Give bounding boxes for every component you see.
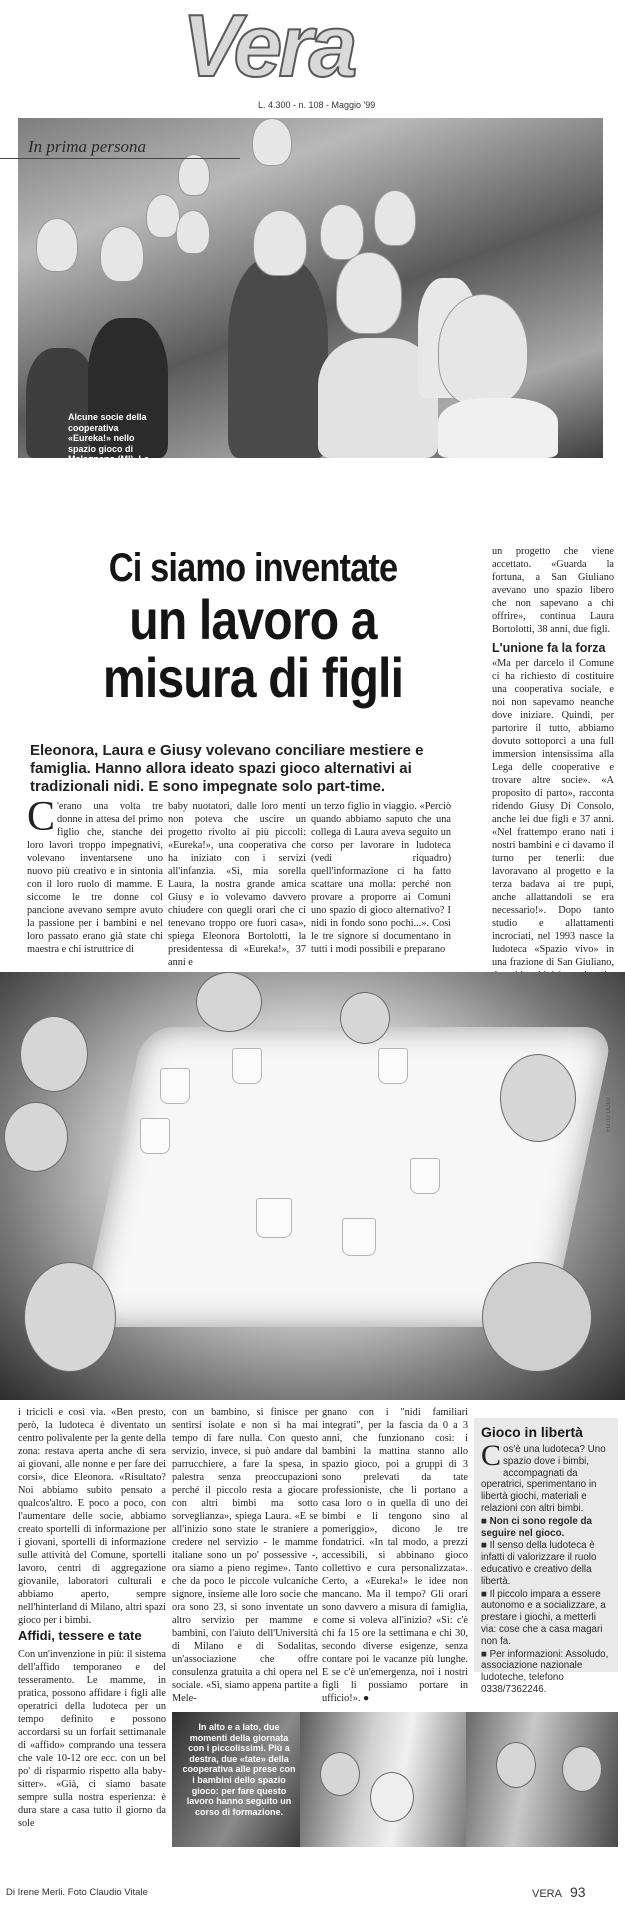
sidebar-title: Gioco in libertà xyxy=(481,1424,583,1440)
right-top-intro: un progetto che viene accettato. «Guarda la fortuna, a San Giuliano avevano uno spazio libero che non sapevano a chi offrire», continua Laura Bortolotti, 38 anni, due figli. xyxy=(492,546,614,635)
folio xyxy=(532,1884,586,1900)
section-label: In prima persona xyxy=(28,137,147,156)
bottom-col3-text: gnano con i "nidi familiari integrati", per la fascia da 0 a 3 anni, che funzionano così: i bambini la mattina stanno allo spazio gioco, poi a gruppi di 3 sono prelevati da tate professioniste, che li portano a casa loro o in quella di uno dei bimbi e li tengono sino al pomeriggio», dicono le tre fondatrici. «In tal modo, a prezzi accessibili, si abbinano gioco collettivo e cura personalizzata». Certo, a «Eureka!» le idee non mancano. Ma il tempo? Gli orari sono davvero a misura di famiglia, come si voleva all'inizio? «Sì: c'è chi fa 15 ore la settimana e chi 30, secondo diverse esigenze, senza contare poi le vacanze più lunghe. E se c'è un'emergenza, noi i nostri figli li possiamo portare in ufficio!». ● xyxy=(322,1407,468,1704)
right-top-body: «Ma per darcelo il Comune ci ha richiesto di costituire una cooperativa sociale, e noi non sapevamo neanche dove iniziare. Quindi, per partorire il tutto, abbiamo dovuto sottoporci a una full immersion intensissima alla Lega delle cooperative e trovare altre socie». «A proposito di parto», racconta ridendo Giusy Di Consolo, anche lei due figli e 37 anni. «Nel frattempo erano nati i nostri bambini e ci davamo il turno per tenerli: due lavoravano al progetto e la terza badava ai tre pupi, anche allattandoli se era necessario!». Dopo tanto studio e allattamenti incrociati, nel 1993 nasce la ludoteca «Spazio vivo» in una frazione di San Giuliano, xyxy=(492,658,614,968)
col2-text: baby nuotatori, dalle loro menti non poteva che uscire un progetto rivolto ai più piccoli: «Eureka!», una cooperativa che ha iniziato con i servizi all'infanzia. «Sì, mia sorella Laura, la nostra grande amica Giusy e io volevamo davvero chiudere con quegli orari che ci tenevano troppo ore fuori casa», spiega Eleonora Bortolotti, la presidentessa di «Eureka!», 37 anni e xyxy=(168,801,306,968)
bottom-column-1 xyxy=(18,1406,166,1626)
body-column-1 xyxy=(27,794,163,968)
bottom-column-3 xyxy=(322,1406,468,1710)
headline-line-1: Ci siamo inventate xyxy=(108,546,398,590)
sidebar-p5: ■ Per informazioni: Assoludo, associazione nazionale ludoteche, telefono 0338/7362246. xyxy=(481,1648,609,1695)
sidebar-p2: ■ Non ci sono regole da seguire nel gioco. xyxy=(481,1515,592,1539)
bottom-col1-cont-text: Con un'invenzione in più: il sistema dell'affido temporaneo e del tesseramento. Le mamme, in pratica, possono affidare i figli alle operatrici della ludoteca per un tempo definito e possono accordarsi su un forfait settimanale di «affido» comprando una tessera che vale 10-12 ore ecc. con un bel po' di risparmio rispetto alla baby-sitter». «Già, ci siamo basate sempre sulla nostra esperienza: è dura stare a casa tutto il giorno da sole xyxy=(18,1649,166,1829)
headline-line-2: un lavoro a xyxy=(129,588,377,651)
folio-magazine: VERA xyxy=(532,1888,562,1900)
right-top-column xyxy=(492,545,614,968)
bottom-column-1-cont xyxy=(18,1648,166,1846)
children-table-photo xyxy=(0,972,625,1400)
byline: Di Irene Merli. Foto Claudio Vitale xyxy=(6,1887,148,1898)
union-heading: L'unione fa la forza xyxy=(492,641,606,655)
bottom-col1-text: i tricicli e così via. «Ben presto, però, la ludoteca è diventato un centro polivalente per la gente della zona: restava aperta anche di sera ai giovani, alle nonne e per fare dei corsi», dice Eleonora. «Risultato? Noi abbiamo subito pensato a qualcos'altro. E poco a poco, con l'aumentare delle socie, abbiamo creato sportelli di informazione per i giovani, sportelli di informazione sulle attività del Comune, sportelli lavoro, centri di aggregazione giovanile, laboratori culturali e abbiamo aperto, sempre nell'hinterland di Milano, altri spazi gioco per i bimbi. xyxy=(18,1407,166,1626)
bottom-column-2 xyxy=(172,1406,318,1710)
sidebar-box xyxy=(474,1418,618,1695)
sidebar-dropcap: C xyxy=(481,1439,502,1472)
small-photo-right xyxy=(466,1712,618,1847)
col3-text: un terzo figlio in viaggio. «Perciò quando abbiamo saputo che una collega di Laura aveva seguito un corso per lavorare in ludoteca (vedi riquadro) quell'informazione ci ha fatto scattare una molla: perché non provare a proporre ai Comuni uno spazio di gioco alternativo? I nidi in fondo sono pochi...». Così le tre signore si documentano in tutti i modi possibili e preparano xyxy=(311,801,451,955)
subheadline: Eleonora, Laura e Giusy volevano conciliare mestiere e famiglia. Hanno allora ideato spazi gioco alternativi ai tradizionali nidi. E sono impegnate solo part-time. xyxy=(30,742,424,795)
sidebar-p4: ■ Il piccolo impara a essere autonomo e a socializzare, a prestare i giochi, a metterli via: cose che a casa magari non fa. xyxy=(481,1588,606,1647)
bottom-photos-caption: In alto e a lato, due momenti della giornata con i piccolissimi. Più a destra, due «tate» della cooperativa alle prese con i bambini dello spazio gioco: per fare questo lavoro hanno seguito un corso di formazione. xyxy=(182,1722,296,1817)
affidi-heading: Affidi, tessere e tate xyxy=(18,1628,142,1643)
section-rule xyxy=(0,158,240,159)
photo-credit: FOTO OGGI xyxy=(606,1098,612,1132)
sidebar-p1: os'è una ludoteca? Uno spazio dove i bimbi, accompagnati da operatrici, sperimentano in libertà giochi, materiali e relazioni con altri bimbi. xyxy=(481,1444,606,1514)
small-photo-middle xyxy=(300,1712,466,1847)
page-number: 93 xyxy=(569,1884,586,1900)
magazine-logo: Vera xyxy=(182,0,354,95)
body-column-3 xyxy=(311,800,451,968)
headline xyxy=(28,545,478,707)
col1-text: 'erano una volta tre donne in attesa del primo figlio che, stanche dei loro lavori troppo impegnativi, volevano inventarsene uno nuovo più creativo e in sintonia con il loro ruolo di mamme. E siccome le tre donne col pancione avevano sempre avuto la passione per i bambini e nel loro passato erano già state chi maestra e chi istruttrice di xyxy=(27,801,163,955)
top-photo xyxy=(18,118,603,458)
body-column-2 xyxy=(168,800,306,968)
dropcap: C xyxy=(27,794,56,840)
headline-line-3: misura di figli xyxy=(102,646,404,709)
bottom-col2-text: con un bambino, si finisce per sentirsi isolate e non si ha mai tempo di fare nulla. Con questo servizio, invece, si può andare dal parrucchiere, a fare la spesa, in palestra senza preoccupazioni perché il piccolo resta a giocare con altri bimbi ma sotto sorveglianza», spiega Laura. «E se all'inizio sono state le straniere a credere nel servizio - le mamme italiane sono un po' possessive -, ora siamo a pieno regime». Tanto che da poco le piccole vulcaniche signore, insieme alle loro socie che ora sono 23, si sono inventate un altro servizio per mamme e bambini, con l'aiuto dell'Università di Milano e di Sodalitas, un'associazione che offre consulenza gratuita a chi opera nel sociale. «Sì, siamo appena partite a Mele- xyxy=(172,1407,318,1704)
top-photo-caption: Alcune socie della cooperativa «Eureka!» nello spazio gioco di Melegnano (MI). Le fondatrici "sono" al centro: Laura con gli occhiali. Giusy con il cappello. Eleonora... il pancione! xyxy=(68,412,152,527)
issue-info: L. 4.300 - n. 108 - Maggio '99 xyxy=(258,100,376,110)
sidebar-p3: ■ Il senso della ludoteca è infatti di valorizzare il ruolo educativo e creativo della libertà. xyxy=(481,1540,597,1587)
